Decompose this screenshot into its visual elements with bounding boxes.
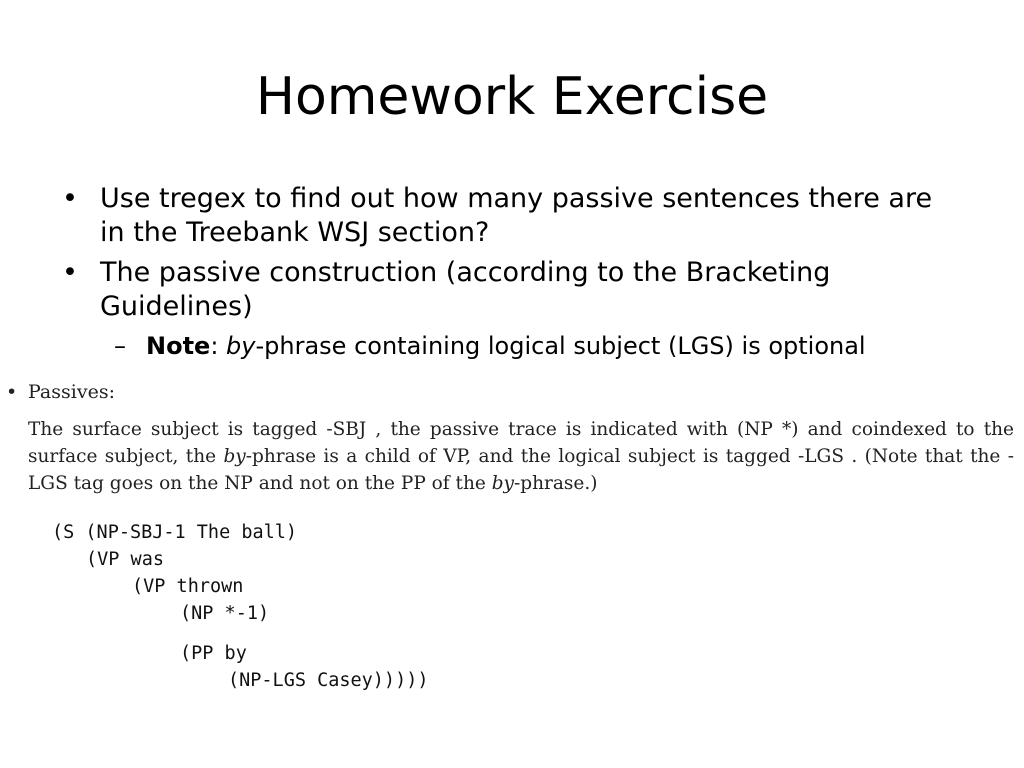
bullet-dot-icon: • [62, 257, 78, 288]
bullet-text: Use tregex to find out how many passive sentences there are in the Treebank WSJ section? [100, 183, 933, 248]
para-part-2: -phrase is a child of VP, and the logical subject is tagged -LGS . (Note that the -LGS tag goes on the NP and not on the PP of the [28, 446, 1014, 494]
para-by-2: by [491, 473, 514, 494]
tree-line: (NP-LGS Casey))))) [228, 670, 429, 691]
bullet-dot-icon: • [62, 183, 78, 214]
bullet-text: The passive construction (according to the Bracketing Guidelines) [100, 257, 831, 322]
excerpt-heading [0, 378, 1024, 406]
note-colon: : [210, 332, 227, 360]
bullet-item-passive [62, 256, 962, 324]
sub-bullet-note [62, 330, 962, 362]
para-part-3: -phrase.) [514, 473, 598, 494]
note-text: -phrase containing logical subject (LGS) is optional [255, 332, 866, 360]
bullet-list [62, 182, 962, 362]
bullet-item-tregex [62, 182, 962, 250]
guidelines-excerpt [0, 378, 1024, 497]
tree-line: (S (NP-SBJ-1 The ball) [52, 522, 298, 543]
excerpt-heading-text: Passives: [28, 381, 115, 403]
excerpt-paragraph [28, 416, 1014, 497]
tree-line: (PP by [180, 643, 247, 664]
tree-line: (NP *-1) [180, 603, 270, 624]
note-label: Note [146, 332, 211, 360]
para-part-1: The surface subject is tagged -SBJ , the passive trace is indicated with (NP *) and coindexed to the surface subject, the [28, 419, 1014, 467]
dash-icon: – [114, 332, 126, 360]
tree-line: (VP was [86, 549, 164, 570]
note-by: by [226, 332, 256, 360]
slide-title: Homework Exercise [255, 67, 769, 127]
tree-line: (VP thrown [132, 576, 244, 597]
para-by-1: by [223, 446, 246, 467]
excerpt-bullet-icon: • [6, 381, 18, 403]
